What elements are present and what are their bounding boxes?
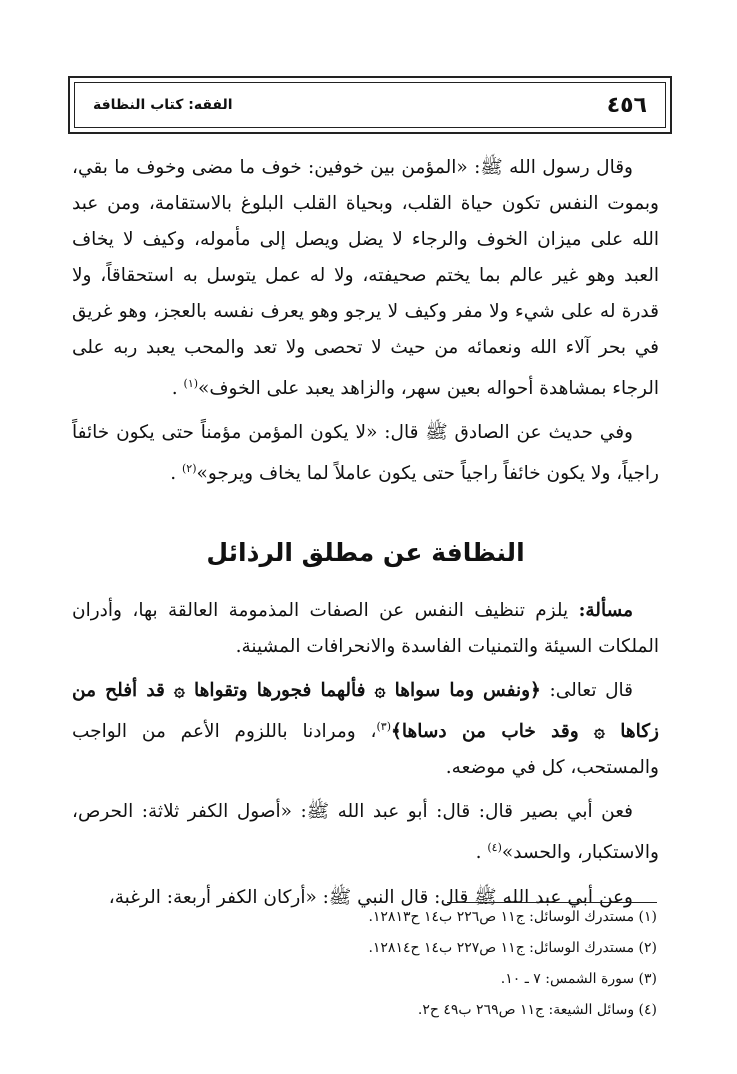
issue-label: مسألة: xyxy=(578,600,633,622)
para6-text: وعن أبي عبد الله ﷺ قال: قال النبي ﷺ: «أركان الكفر أربعة: الرغبة، xyxy=(108,886,633,908)
footnote-ref-3: (٣) xyxy=(376,720,391,734)
footnotes xyxy=(72,902,657,1026)
paragraph-issue xyxy=(72,593,659,665)
para4-lead: قال تعالى: xyxy=(540,680,634,702)
footnote-3: (٣) سورة الشمس: ٧ ـ ١٠. xyxy=(500,971,657,987)
footnote-ref-2: (٢) xyxy=(181,462,197,476)
footnote-ref-4: (٤) xyxy=(487,841,502,855)
page-body xyxy=(72,150,659,916)
quran-verse: ﴿ونفس وما سواها ۞ فألهما فجورها وتقواها ۞ قد أفلح من زكاها ۞ وقد خاب من دساها﴾ xyxy=(72,680,659,743)
section-heading: النظافة عن مطلق الرذائل xyxy=(206,538,525,568)
page-number: ٤٥٦ xyxy=(606,92,647,118)
para2-text: وفي حديث عن الصادق ﷺ قال: «لا يكون المؤمن مؤمناً حتى يكون خائفاً راجياً، ولا يكون خائفاً راجياً حتى يكون عاملاً لما يخاف ويرجو» xyxy=(72,422,659,485)
footnote-2: (٢) مستدرك الوسائل: ج١١ ص٢٢٧ ب١٤ ح١٢٨١٤. xyxy=(368,940,657,956)
paragraph-verse xyxy=(72,673,659,786)
footnote-divider xyxy=(447,902,657,903)
footnote-4: (٤) وسائل الشيعة: ج١١ ص٢٦٩ ب٤٩ ح٢. xyxy=(417,1002,657,1018)
paragraph-hadith-sadiq: وفي حديث عن الصادق ﷺ قال: «لا يكون المؤمن مؤمناً حتى يكون خائفاً راجياً، ولا يكون خائفاً راجياً حتى يكون عاملاً لما يخاف ويرجو»$^{(٢)}$ . xyxy=(72,422,659,485)
header-frame xyxy=(68,76,672,134)
paragraph-abu-basir: فعن أبي بصير قال: قال: أبو عبد الله ﷺ: «أصول الكفر ثلاثة: الحرص، والاستكبار، والحسد»$^{(٤)}$ . xyxy=(72,801,659,864)
para5-text: فعن أبي بصير قال: قال: أبو عبد الله ﷺ: «أصول الكفر ثلاثة: الحرص، والاستكبار، والحسد» xyxy=(72,801,659,864)
para3-text: يلزم تنظيف النفس عن الصفات المذمومة العالقة بها، وأدران الملكات السيئة والتمنيات الفاسدة والانحرافات المشينة. xyxy=(72,600,659,658)
footnote-1: (١) مستدرك الوسائل: ج١١ ص٢٢٦ ب١٤ ح١٢٨١٣. xyxy=(368,909,657,925)
running-title: الفقه: كتاب النظافة xyxy=(93,97,233,113)
para1-text: وقال رسول الله ﷺ: «المؤمن بين خوفين: خوف ما مضى وخوف ما بقي، وبموت النفس تكون حياة القلب، وبحياة القلب البلوغ بالاستقامة، ومن عبد الله على ميزان الخوف والرجاء لا يضل ويصل إلى مأموله، وكيف لا يخاف العبد وهو غير عالم بما يختم صحيفته، ولا له عمل يتوسل به استحقاقاً، ولا قدرة له على شيء ولا مفر وكيف لا يرجو وهو يعرف نفسه بالعجز، وهو غريق في بحر آلاء الله ونعمائه من حيث لا تحصى ولا تعد والمحب يعبد ربه على الرجاء بمشاهدة أحواله بعين سهر، والزاهد يعبد على الخوف» xyxy=(72,157,659,400)
para4-rest: ، ومرادنا باللزوم الأعم من الواجب والمستحب، كل في موضعه. xyxy=(72,721,659,779)
header-inner-frame xyxy=(74,82,666,128)
paragraph-hadith-fear: وقال رسول الله ﷺ: «المؤمن بين خوفين: خوف ما مضى وخوف ما بقي، وبموت النفس تكون حياة القلب، وبحياة القلب البلوغ بالاستقامة، ومن عبد الله على ميزان الخوف والرجاء لا يضل ويصل إلى مأموله، وكيف لا يخاف العبد وهو غير عالم بما يختم صحيفته، ولا له عمل يتوسل به استحقاقاً، ولا قدرة له على شيء ولا مفر وكيف لا يرجو وهو يعرف نفسه بالعجز، وهو غريق في بحر آلاء الله ونعمائه من حيث لا تحصى ولا تعد والمحب يعبد ربه على الرجاء بمشاهدة أحواله بعين سهر، والزاهد يعبد على الخوف»$^{(١)}$ . xyxy=(72,157,659,400)
footnote-ref-1: (١) xyxy=(183,377,199,390)
